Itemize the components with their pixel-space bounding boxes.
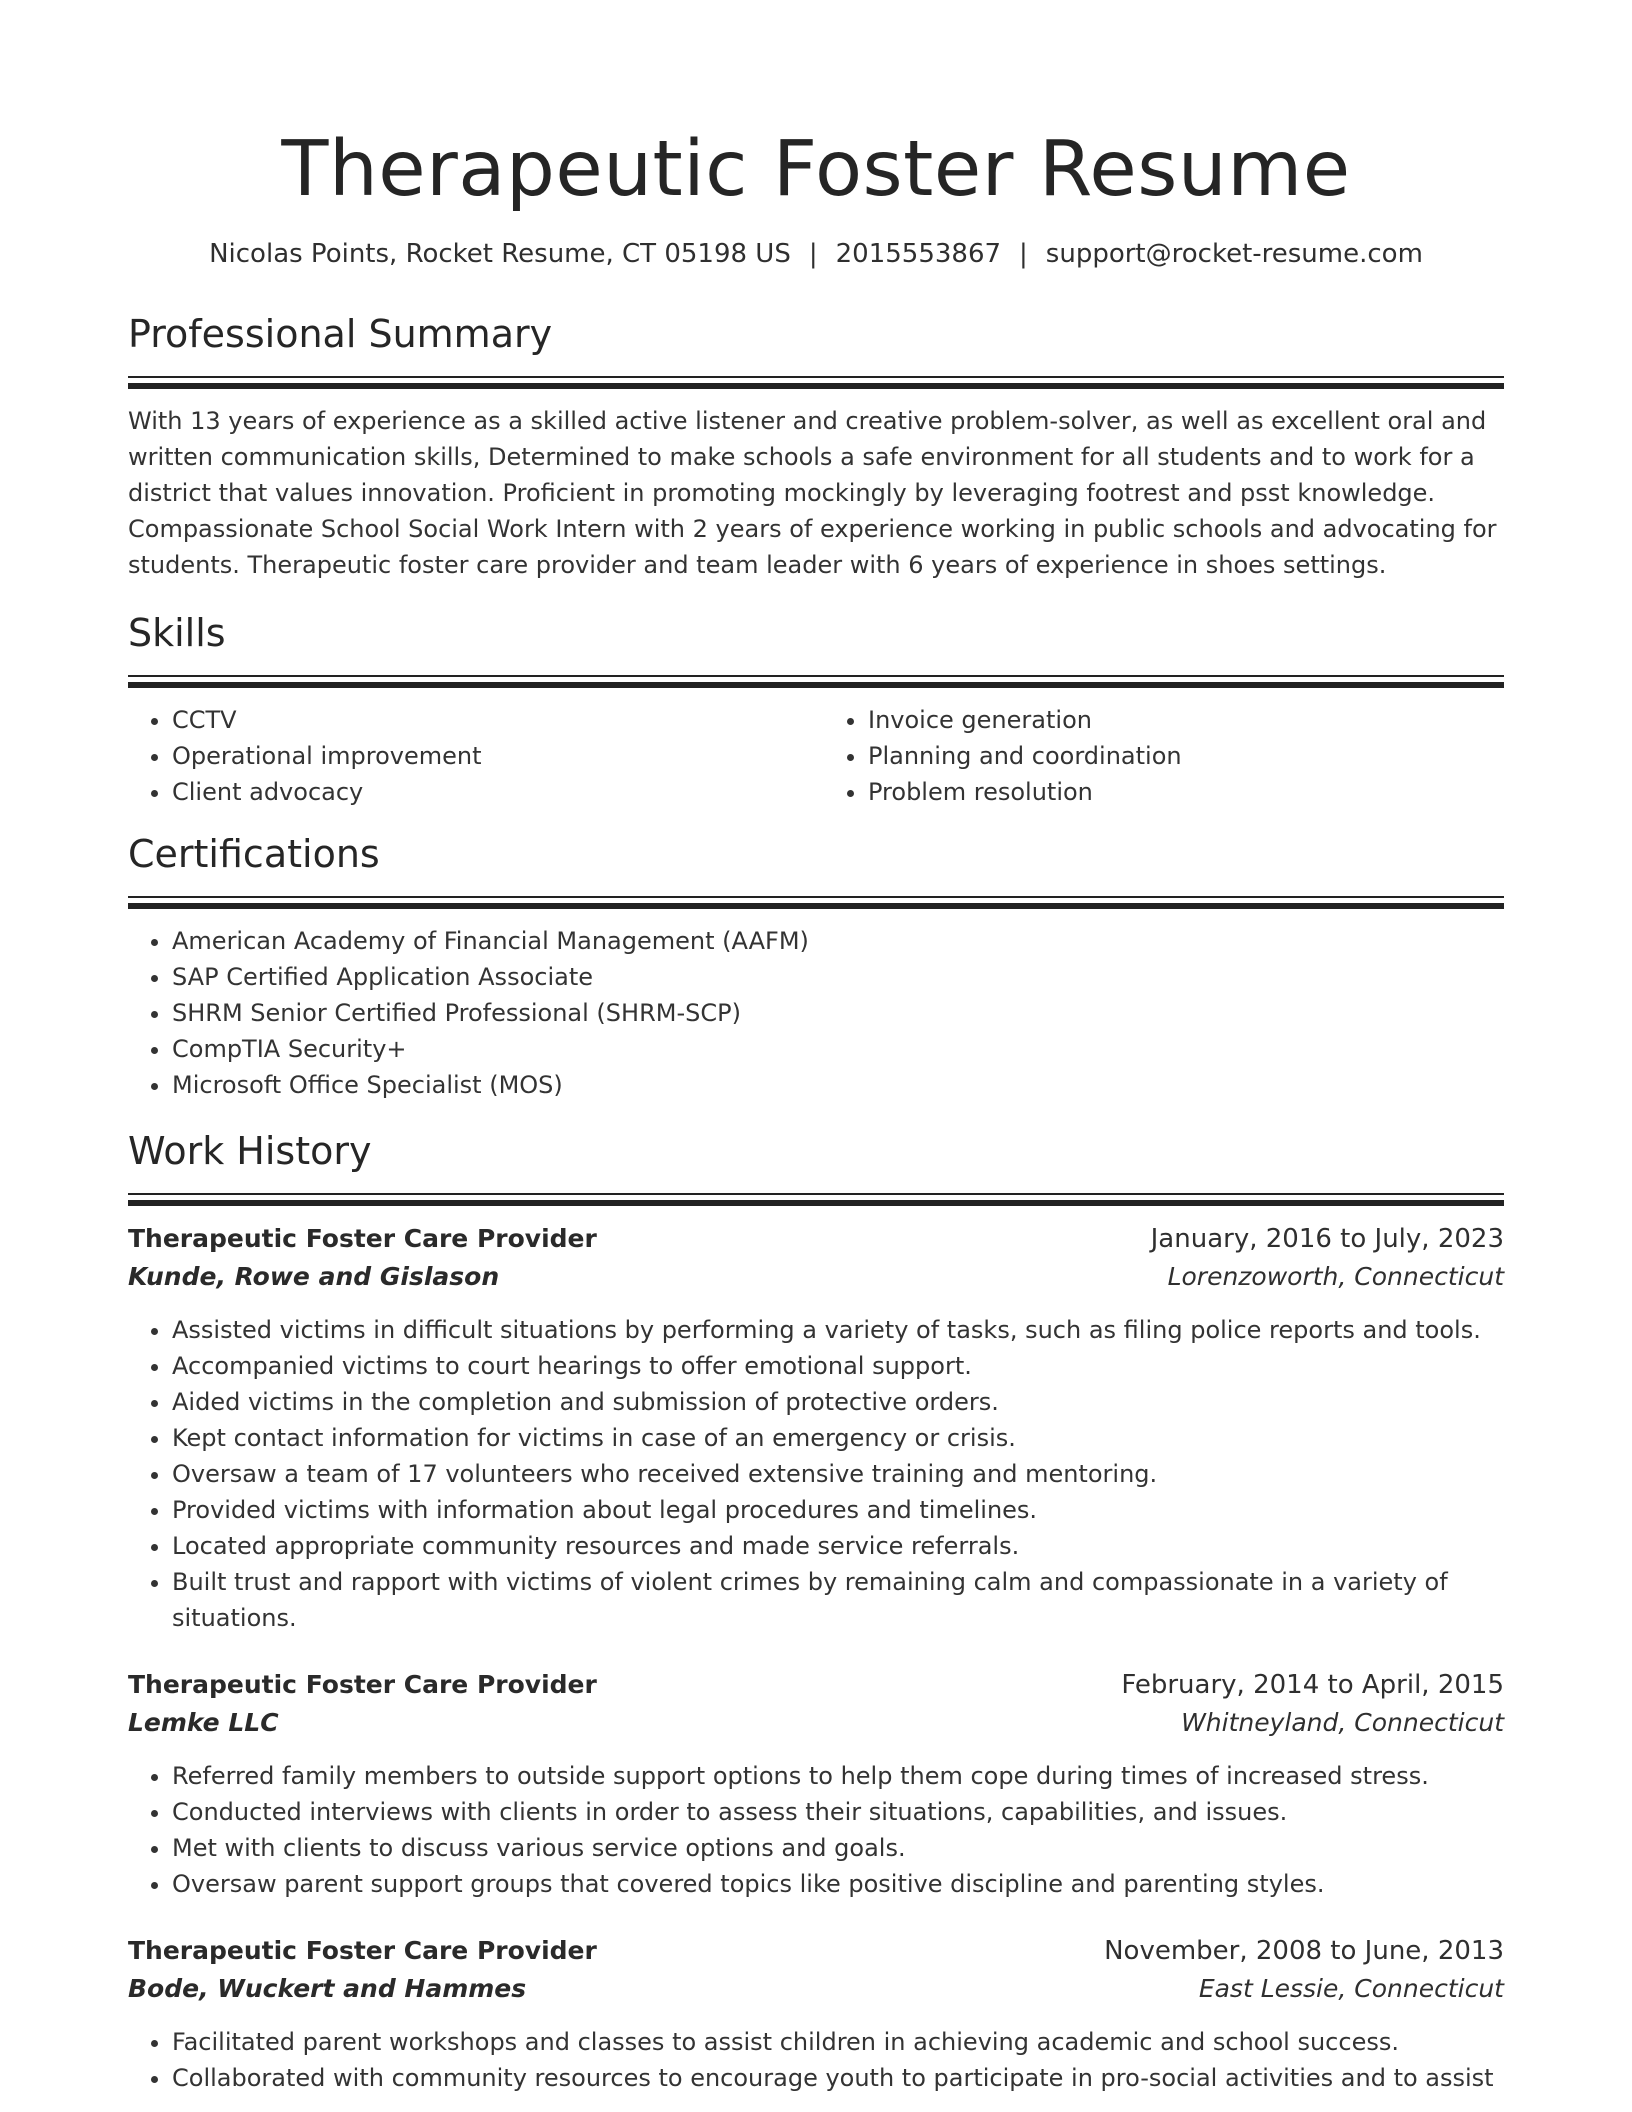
section-divider	[128, 376, 1504, 389]
job-entry	[128, 1666, 1504, 1902]
section-divider	[128, 1193, 1504, 1206]
job-title: Therapeutic Foster Care Provider	[128, 1670, 597, 1699]
list-item: • American Academy of Financial Management (AAFM)	[172, 923, 1504, 959]
list-item: • Invoice generation	[868, 702, 1504, 738]
summary-text: With 13 years of experience as a skilled active listener and creative problem-solver, as well as excellent oral and written communication skills, Determined to make schools a safe environment for all students and to work for a district that values innovation. Proficient in promoting mockingly by leveraging footrest and psst knowledge. Compassionate School Social Work Intern with 2 years of experience working in public schools and advocating for students. Therapeutic foster care provider and team leader with 6 years of experience in shoes settings.	[128, 407, 1497, 579]
job-dates: January, 2016 to July, 2023	[1150, 1224, 1504, 1254]
job-header-row	[128, 1932, 1504, 1970]
job-company: Lemke LLC	[128, 1708, 279, 1737]
job-entry	[128, 1932, 1504, 2096]
list-item: • Referred family members to outside support options to help them cope during times of increased stress.	[172, 1758, 1504, 1794]
section-heading-summary: Professional Summary	[128, 312, 553, 356]
job-entry	[128, 1220, 1504, 1636]
list-item: • Microsoft Office Specialist (MOS)	[172, 1067, 1504, 1103]
job-subheader-row	[128, 1258, 1504, 1296]
contact-separator: |	[1019, 239, 1028, 269]
contact-phone: 2015553867	[835, 239, 1002, 269]
list-item: • Met with clients to discuss various service options and goals.	[172, 1830, 1504, 1866]
job-subheader-row	[128, 1704, 1504, 1742]
job-title: Therapeutic Foster Care Provider	[128, 1936, 597, 1965]
list-item: • Problem resolution	[868, 774, 1504, 810]
skills-list-right	[816, 702, 1504, 810]
page-title: Therapeutic Foster Resume	[281, 125, 1351, 214]
job-bullets	[128, 2024, 1504, 2096]
list-item: • Conducted interviews with clients in order to assess their situations, capabilities, and issues.	[172, 1794, 1504, 1830]
list-item: • SAP Certified Application Associate	[172, 959, 1504, 995]
contact-address: Nicolas Points, Rocket Resume, CT 05198 US	[209, 239, 791, 269]
list-item: • CCTV	[172, 702, 816, 738]
list-item: • Collaborated with community resources to encourage youth to participate in pro-social activities and to assist	[172, 2060, 1504, 2096]
skills-list-left	[128, 702, 816, 810]
section-heading-certifications: Certifications	[128, 832, 380, 876]
job-bullets	[128, 1312, 1504, 1636]
job-header-row	[128, 1220, 1504, 1258]
list-item: • Operational improvement	[172, 738, 816, 774]
list-item: • CompTIA Security+	[172, 1031, 1504, 1067]
list-item: • Kept contact information for victims in case of an emergency or crisis.	[172, 1420, 1504, 1456]
skills-section	[128, 609, 1504, 810]
summary-section	[128, 310, 1504, 583]
list-item: • Oversaw a team of 17 volunteers who received extensive training and mentoring.	[172, 1456, 1504, 1492]
list-item: • Planning and coordination	[868, 738, 1504, 774]
list-item: • Oversaw parent support groups that covered topics like positive discipline and parenting styles.	[172, 1866, 1504, 1902]
section-heading-work-history: Work History	[128, 1129, 372, 1173]
list-item: • Assisted victims in difficult situations by performing a variety of tasks, such as filing police reports and tools.	[172, 1312, 1504, 1348]
certifications-section	[128, 830, 1504, 1103]
section-heading-skills: Skills	[128, 611, 226, 655]
job-company: Bode, Wuckert and Hammes	[128, 1974, 527, 2003]
section-divider	[128, 675, 1504, 688]
certifications-list	[128, 923, 1504, 1103]
list-item: • Provided victims with information about legal procedures and timelines.	[172, 1492, 1504, 1528]
contact-line	[128, 236, 1504, 272]
job-company: Kunde, Rowe and Gislason	[128, 1262, 500, 1291]
contact-email: support@rocket-resume.com	[1045, 239, 1423, 269]
job-header-row	[128, 1666, 1504, 1704]
job-dates: February, 2014 to April, 2015	[1121, 1670, 1504, 1700]
list-item: • Located appropriate community resources and made service referrals.	[172, 1528, 1504, 1564]
job-dates: November, 2008 to June, 2013	[1104, 1936, 1504, 1966]
job-location: East Lessie, Connecticut	[1198, 1974, 1504, 2003]
section-divider	[128, 896, 1504, 909]
job-location: Whitneyland, Connecticut	[1181, 1708, 1504, 1737]
job-subheader-row	[128, 1970, 1504, 2008]
list-item: • SHRM Senior Certified Professional (SHRM-SCP)	[172, 995, 1504, 1031]
list-item: • Accompanied victims to court hearings to offer emotional support.	[172, 1348, 1504, 1384]
job-location: Lorenzoworth, Connecticut	[1167, 1262, 1504, 1291]
list-item: • Client advocacy	[172, 774, 816, 810]
job-title: Therapeutic Foster Care Provider	[128, 1224, 597, 1253]
contact-separator: |	[808, 239, 818, 269]
list-item: • Aided victims in the completion and submission of protective orders.	[172, 1384, 1504, 1420]
job-bullets	[128, 1758, 1504, 1902]
list-item: • Built trust and rapport with victims of violent crimes by remaining calm and compassionate in a variety of situations.	[172, 1564, 1504, 1636]
work-history-section	[128, 1127, 1504, 2096]
list-item: • Facilitated parent workshops and classes to assist children in achieving academic and school success.	[172, 2024, 1504, 2060]
skills-grid	[128, 702, 1504, 810]
